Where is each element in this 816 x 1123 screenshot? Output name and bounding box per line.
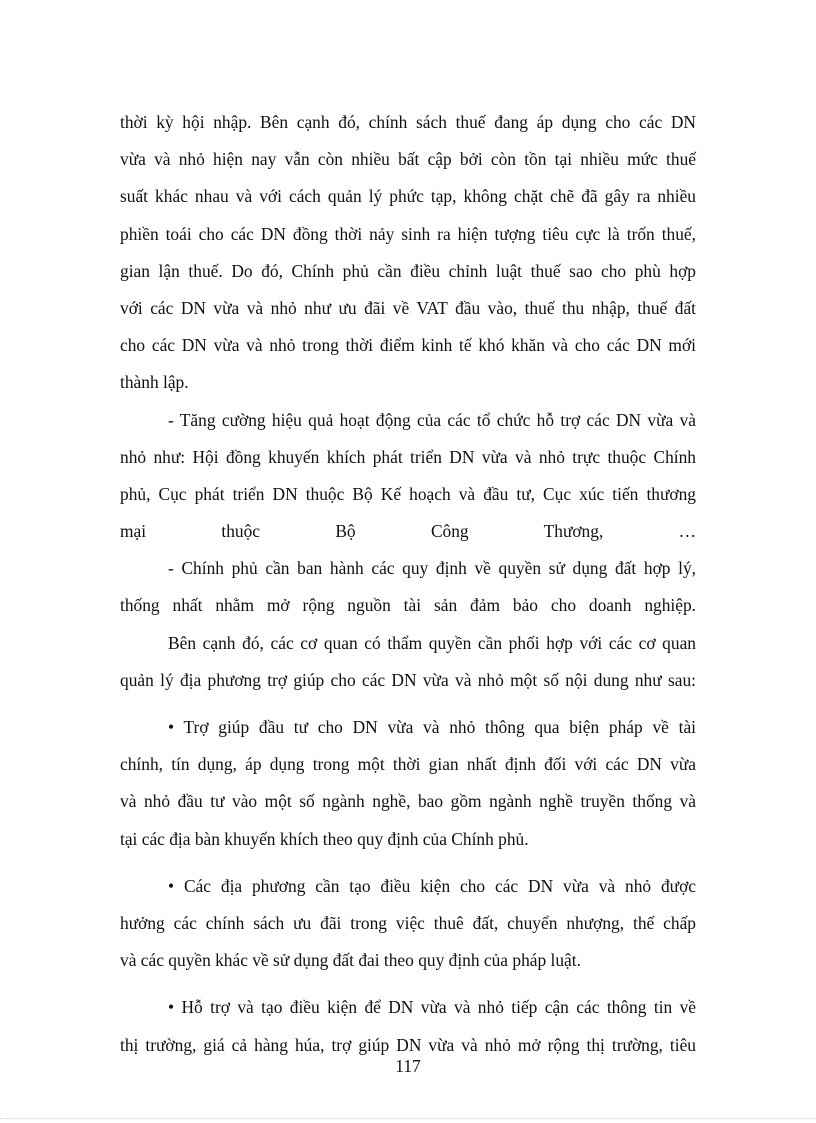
page-bottom-rule: [0, 1118, 816, 1119]
paragraph-gap: [120, 699, 696, 709]
paragraph-gap: [120, 979, 696, 989]
paragraph-gap: [120, 858, 696, 868]
text-line: cho các DN vừa và nhỏ trong thời điểm kinh tế khó khăn và cho các DN mới: [120, 335, 696, 356]
text-line: mại thuộc Bộ Công Thương, …: [120, 521, 696, 542]
text-line: thống nhất nhằm mở rộng nguồn tài sản đảm bảo cho doanh nghiệp.: [120, 595, 696, 616]
text-line: chính, tín dụng, áp dụng trong một thời gian nhất định đối với các DN vừa: [120, 754, 696, 775]
text-line: vừa và nhỏ hiện nay vẫn còn nhiều bất cập bởi còn tồn tại nhiều mức thuế: [120, 149, 696, 170]
text-line: - Tăng cường hiệu quả hoạt động của các tổ chức hỗ trợ các DN vừa và: [168, 409, 696, 430]
text-line: thành lập.: [120, 372, 189, 393]
text-line: • Hỗ trợ và tạo điều kiện để DN vừa và nhỏ tiếp cận các thông tin về: [168, 997, 696, 1018]
text-line: phủ, Cục phát triển DN thuộc Bộ Kế hoạch và đầu tư, Cục xúc tiến thương: [120, 483, 696, 504]
body-text: [120, 104, 696, 1064]
page-number: 117: [395, 1056, 421, 1076]
text-line: tại các địa bàn khuyến khích theo quy định của Chính phủ.: [120, 828, 529, 849]
text-line: nhỏ như: Hội đồng khuyến khích phát triển DN vừa và nhỏ trực thuộc Chính: [120, 446, 696, 467]
text-line: • Các địa phương cần tạo điều kiện cho các DN vừa và nhỏ được: [168, 875, 696, 896]
text-line: Bên cạnh đó, các cơ quan có thẩm quyền cần phối hợp với các cơ quan: [168, 632, 696, 653]
text-line: - Chính phủ cần ban hành các quy định về quyền sử dụng đất hợp lý,: [168, 558, 696, 579]
text-line: thị trường, giá cả hàng húa, trợ giúp DN vừa và nhỏ mở rộng thị trường, tiêu: [120, 1034, 696, 1055]
text-line: với các DN vừa và nhỏ như ưu đãi về VAT đầu vào, thuế thu nhập, thuế đất: [120, 297, 696, 318]
text-line: • Trợ giúp đầu tư cho DN vừa và nhỏ thông qua biện pháp về tài: [168, 717, 696, 737]
text-line: gian lận thuế. Do đó, Chính phủ cần điều chỉnh luật thuế sao cho phù hợp: [120, 260, 696, 281]
text-line: quản lý địa phương trợ giúp cho các DN vừa và nhỏ một số nội dung như sau:: [120, 669, 696, 690]
text-line: hưởng các chính sách ưu đãi trong việc thuê đất, chuyển nhượng, thế chấp: [120, 912, 696, 933]
text-line: suất khác nhau và với cách quản lý phức tạp, không chặt chẽ đã gây ra nhiều: [120, 186, 696, 207]
text-line: và nhỏ đầu tư vào một số ngành nghề, bao gồm ngành nghề truyền thống và: [120, 791, 696, 812]
text-line: phiền toái cho các DN đồng thời nảy sinh ra hiện tượng tiêu cực là trốn thuế,: [120, 223, 696, 244]
text-line: và các quyền khác về sử dụng đất đai theo quy định của pháp luật.: [120, 950, 581, 971]
text-line: thời kỳ hội nhập. Bên cạnh đó, chính sách thuế đang áp dụng cho các DN: [120, 112, 696, 132]
